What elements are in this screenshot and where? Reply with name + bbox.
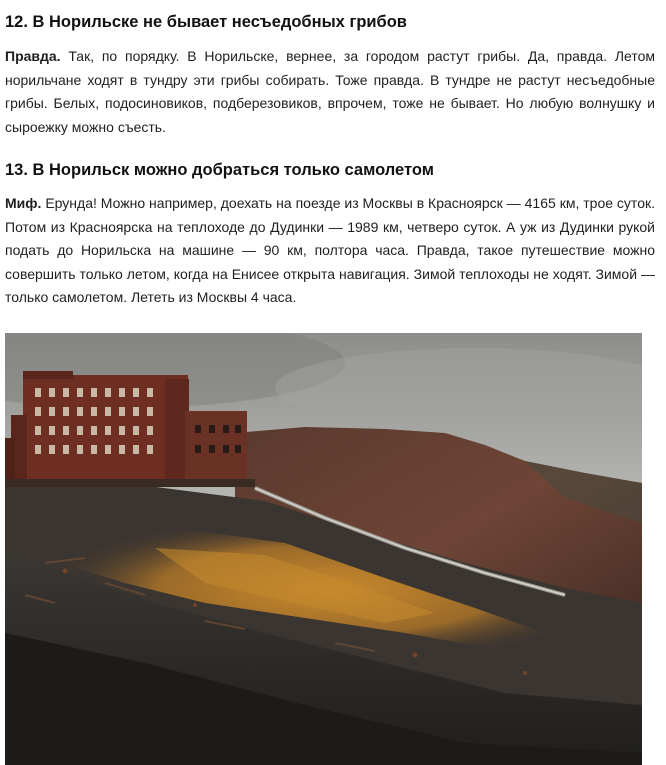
paragraph-text: Так, по порядку. В Норильске, вернее, за городом растут грибы. Да, правда. Летом норильчане ходят в тундру эти грибы собирать. Тоже правда. В тундре не растут несъедобные грибы. Белых, подосиновиков, подберезовиков, впрочем, тоже не бывает. Но любую волнушку и сыроежку можно съесть.: [5, 48, 656, 135]
verdict-label: Миф.: [5, 195, 42, 211]
section-paragraph: [5, 45, 655, 139]
section-12: [5, 12, 655, 139]
section-paragraph: [5, 192, 655, 310]
verdict-label: Правда.: [5, 48, 61, 64]
landscape-photo: [5, 333, 642, 765]
section-13: [5, 160, 655, 310]
section-heading: 13. В Норильск можно добраться только самолетом: [5, 161, 434, 179]
paragraph-text: Ерунда! Можно например, доехать на поезде из Москвы в Красноярск — 4165 км, трое суток. Потом из Красноярска на теплоходе до Дудинки — 1989 км, четверо суток. А уж из Дудинки рукой подать до Норильска на машине — 90 км, полтора часа. Правда, такое путешествие можно совершить только летом, когда на Енисее открыта навигация. Зимой теплоходы не ходят. Зимой — только самолетом. Лететь из Москвы 4 часа.: [5, 195, 655, 305]
section-heading: 12. В Норильске не бывает несъедобных грибов: [5, 13, 407, 31]
